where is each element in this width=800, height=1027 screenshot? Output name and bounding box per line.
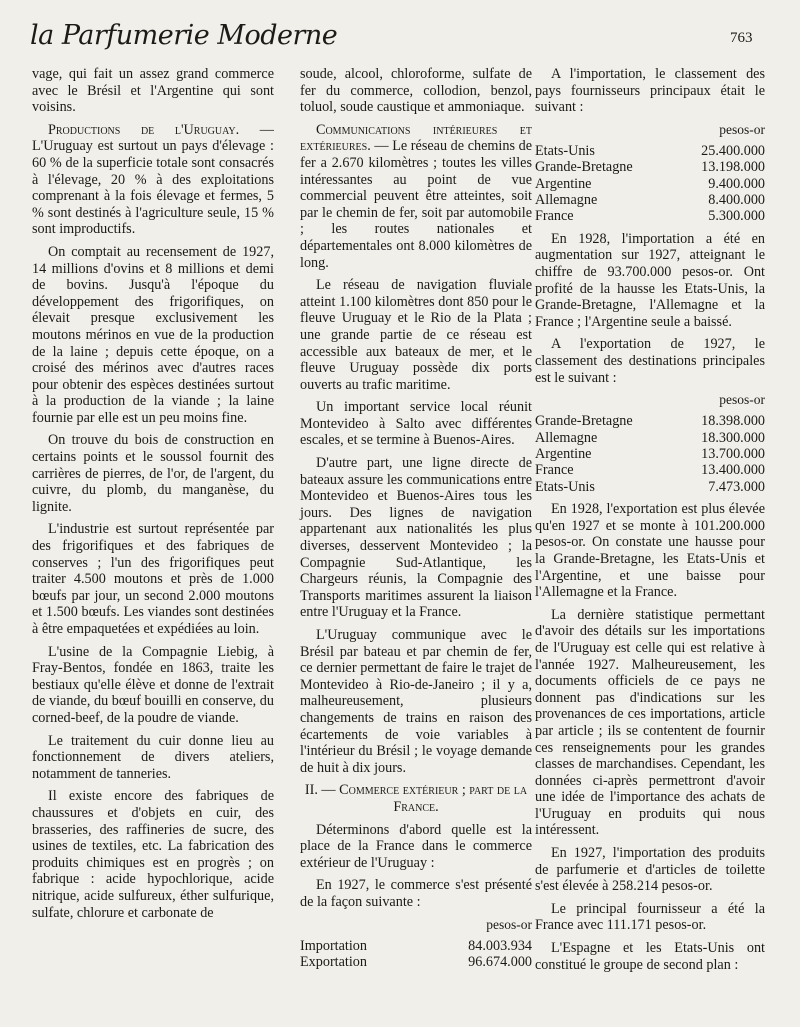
paragraph: A l'importation, le classement des pays fournisseurs principaux était le suivant : [535,66,765,116]
row-label: Allemagne [535,192,598,208]
paragraph: En 1927, l'importation des produits de parfumerie et d'articles de toilette s'est élevée à 258.214 pesos-or. [535,845,765,895]
table-row [535,192,765,208]
table-row [535,159,765,175]
row-label: Exportation [300,953,367,970]
paragraph: L'industrie est surtout représentée par des frigorifiques et des fabriques de conserves ; l'un des frigorifiques peut traiter 4.500 moutons et près de 1.000 bœufs par jour, un second 2.000 moutons et 1.500 bœufs. Les viandes sont destinées à être empaquetées et expédiées au loin. [32,521,274,637]
column-1 [32,66,274,927]
paragraph: Le traitement du cuir donne lieu au fonctionnement de divers ateliers, notamment de tanneries. [32,732,274,782]
paragraph: Le principal fournisseur a été la France avec 111.171 pesos-or. [535,900,765,934]
paragraph: Déterminons d'abord quelle est la place de la France dans le commerce extérieur de l'Uruguay : [300,821,532,871]
paragraph: L'Uruguay communique avec le Brésil par bateau et par chemin de fer, ce dernier permettant de faire le trajet de Montevideo à Rio-de-Janeiro ; il y a, malheureusement, plusieurs changements de trains en raison des écartements de voie variables à l'intérieur du Brésil ; le voyage demande de huit à dix jours. [300,627,532,776]
unit-label: pesos-or [486,916,532,932]
page-number: 763 [730,30,753,46]
row-value: 84.003.934 [468,937,532,954]
table-row [535,462,765,478]
paragraph: En 1927, le commerce s'est présenté de la façon suivante : [300,877,532,910]
section-heading: Productions de l'Uruguay. — [48,121,274,138]
table-row [535,143,765,159]
paragraph: soude, alcool, chloroforme, sulfate de fer du commerce, collodion, benzol, toluol, soude caustique et ammoniaque. [300,66,532,116]
paragraph: En 1928, l'exportation est plus élevée qu'en 1927 et se monte à 101.200.000 pesos-or. On constate une hausse pour la Grande-Bretagne, les Etats-Unis et l'Argentine, et une baisse pour l'Allemagne et la France. [535,501,765,601]
paragraph: On trouve du bois de construction en certains points et le soussol fournit des carrières de pierres, de l'or, de l'argent, du cuivre, du plomb, du manganèse, du lignite. [32,432,274,515]
paragraph: D'autre part, une ligne directe de bateaux assure les communications entre Montevideo et Buenos-Aires tous les jours. Des lignes de navigation appartenant aux nationalités les plus diverses, desservent Montevideo ; la Compagnie Sud-Atlantique, les Chargeurs réunis, la Compagnie des Transports maritimes assurent la liaison entre l'Uruguay et la France. [300,455,532,621]
row-label: France [535,208,574,225]
table-row [300,954,532,970]
exports-table [535,413,765,495]
paragraph [300,122,532,271]
row-label: Etats-Unis [535,478,595,495]
paragraph-text: L'Uruguay est surtout un pays d'élevage : 60 % de la superficie totale sont consacrés à l'élevage, 20 % à des exploitations comprenant à la fois élevage et fermes, 5 % sont destinés à l'agriculture seule, 15 % sont improductifs. [32,138,274,238]
column-3 [535,66,765,979]
section-heading: Communications intérieures et extérieures. [300,121,532,155]
imports-table [535,143,765,225]
table-row [535,208,765,224]
row-label: Grande-Bretagne [535,413,633,430]
paragraph: Il existe encore des fabriques de chaussures et d'objets en cuir, des brasseries, des raffineries de sucre, des usines de textiles, etc. La fabrication des produits chimiques est en progrès ; on fabrique : acide hypochlorique, acide nitrique, acide sulfureux, éther sulfurique, sulfate, chlorure et carbonate de [32,788,274,921]
row-label: Argentine [535,445,592,462]
table-row [535,430,765,446]
row-label: Argentine [535,175,592,192]
masthead: la Parfumerie Moderne [30,20,338,51]
paragraph: En 1928, l'importation a été en augmentation sur 1927, atteignant le chiffre de 93.700.000 pesos-or. Ont profité de la hausse les Etats-Unis, la Grande-Bretagne, l'Allemagne et la France ; l'Argentine seule a baissé. [535,230,765,330]
row-label: Grande-Bretagne [535,159,633,176]
paragraph: vage, qui fait un assez grand commerce avec le Brésil et l'Argentine qui sont voisins. [32,66,274,116]
paragraph: A l'exportation de 1927, le classement des destinations principales est le suivant : [535,336,765,386]
row-value: 25.400.000 [701,142,765,159]
unit-label: pesos-or [719,392,765,408]
row-label: Etats-Unis [535,142,595,159]
paragraph: Le réseau de navigation fluviale atteint 1.100 kilomètres dont 850 pour le fleuve Uruguay et le Rio de la Plata ; une grande partie de ce réseau est accessible aux bateaux de mer, et le fleuve Uruguay possède dix ports ouverts au trafic maritime. [300,277,532,393]
paragraph: On comptait au recensement de 1927, 14 millions d'ovins et 8 millions et demi de bovins. Jusqu'à l'époque du développement des frigorifiques, on élevait presque exclusivement les moutons mérinos en vue de la production de la laine ; depuis cette époque, on a croisé des mérinos avec d'autres races pour obtenir des espèces destinées surtout à la production de la viande ; la laine fournie par elle est un peu moins fine. [32,243,274,426]
section-title: II. — Commerce extérieur ; part de la France. [304,782,528,815]
row-value: 9.400.000 [708,175,765,192]
row-value: 96.674.000 [468,953,532,970]
row-value: 18.300.000 [701,429,765,446]
paragraph: Un important service local réunit Montevideo à Salto avec différentes escales, et se termine à Buenos-Aires. [300,399,532,449]
paragraph-text: — Le réseau de chemins de fer a 2.670 kilomètres ; toutes les villes intéressantes au point de vue commercial peuvent être atteintes, soit par le chemin de fer, soit par automobile ; les routes nationales et départementales ont 8.000 kilomètres de long. [300,138,532,271]
paragraph: L'Espagne et les Etats-Unis ont constitué le groupe de second plan : [535,940,765,973]
paragraph [32,122,274,238]
row-value: 13.400.000 [701,462,765,479]
column-2 [300,66,532,976]
row-value: 13.198.000 [701,159,765,176]
table-row [535,479,765,495]
trade-table [300,938,532,971]
row-label: Allemagne [535,429,598,446]
table-row [535,413,765,429]
unit-label: pesos-or [719,121,765,137]
table-row [535,176,765,192]
row-value: 13.700.000 [701,445,765,462]
paragraph: La dernière statistique permettant d'avoir des détails sur les importations de l'Uruguay est celle qui est relative à l'année 1927. Malheureusement, les documents officiels de ce pays ne donnent pas d'indications sur les provenances de ces importations, article par article ; ils se contentent de fournir ces renseignements pour les grandes classes de marchandises. Cependant, les données ci-après permettront d'avoir une idée de l'importance des achats de l'Uruguay en produits qui nous intéressent. [535,606,765,839]
row-label: Importation [300,937,367,954]
row-value: 7.473.000 [708,478,765,495]
row-value: 5.300.000 [708,208,765,225]
paragraph: L'usine de la Compagnie Liebig, à Fray-Bentos, fondée en 1863, traite les bestiaux qu'elle élève et donne de l'extrait de viande, du bœuf bouilli en conserve, du corned-beef, de la poudre de viande. [32,643,274,726]
row-value: 18.398.000 [701,413,765,430]
row-label: France [535,462,574,479]
row-value: 8.400.000 [708,192,765,208]
table-row [535,446,765,462]
table-row [300,938,532,954]
